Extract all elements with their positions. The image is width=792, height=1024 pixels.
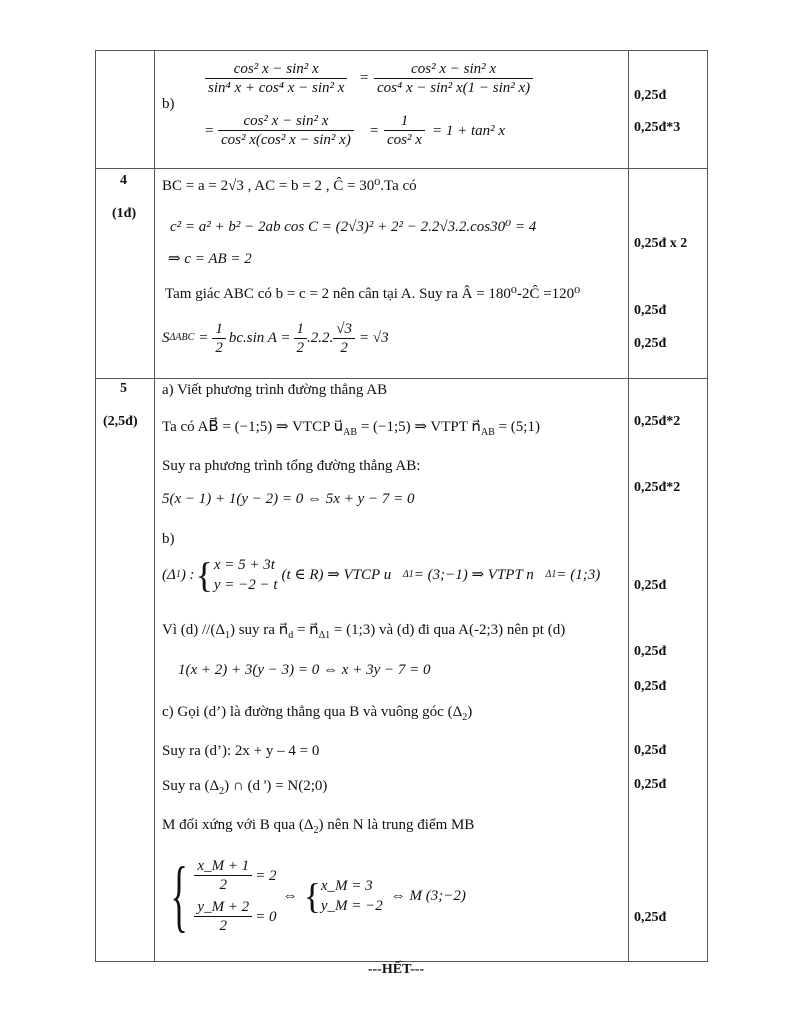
intersection-n: Suy ra $(\Delta_2)$ ∩ (d ') = N(2;0) (162, 778, 328, 797)
side-c-result: ⇒ c = AB = 2 (168, 251, 252, 267)
frac-numerator: 1 (212, 320, 226, 339)
row-divider (96, 378, 707, 379)
frac-denominator: sin⁴ x + cos⁴ x − sin² x (208, 80, 345, 96)
left-brace: { (303, 876, 321, 916)
isosceles-text: Tam giác ABC có b = c = 2 nên cân tại A. Suy ra Â = 180⁰-2Ĉ =120⁰ (165, 286, 581, 302)
frac-denominator: 2 (340, 339, 348, 356)
frac-numerator: 1 (294, 320, 308, 339)
score: 0,25đ (634, 336, 667, 351)
equals-sign: = (205, 123, 214, 139)
line-d-equation: 1(x + 2) + 3(y − 3) = 0 ⇔ x + 3y − 7 = 0 (178, 662, 431, 678)
row-divider (96, 168, 707, 169)
part-c-title: c) Gọi (d’) là đường thẳng qua B và vuông góc $(\Delta_2)$ (162, 704, 473, 723)
question-points: (1đ) (112, 206, 137, 221)
result-tan: = 1 + tan² x (432, 123, 506, 139)
frac-denominator: 2 (296, 339, 305, 356)
part-b-label: b) (162, 531, 175, 547)
question-number: 4 (120, 173, 127, 188)
frac-numerator: √3 (333, 320, 355, 339)
midpoint-system: { $\frac{x\_M + 1}{2}$ = 2 $\frac{y\_M + 2}{2}$ = 0 ⇔ { x_M = 3 y_M = −2 ⇔ M (3;−2) (170, 852, 466, 940)
symmetry-statement: M đối xứng với B qua $(\Delta_2)$ nên N là trung điểm MB (162, 817, 475, 836)
score: 0,25đ*3 (634, 120, 681, 135)
frac-numerator: x_M + 1 (194, 857, 252, 876)
left-brace: { (195, 555, 213, 595)
frac-numerator: y_M + 2 (194, 898, 252, 917)
document-end-marker: ---HẾT--- (367, 962, 425, 977)
score: 0,25đ*2 (634, 414, 681, 429)
delta1-system: (Δ 1 ) : { x = 5 + 3t y = −2 − t (t ∈ R) ⇒ VTCP u⃗ Δ1 = (3;−1) ⇒ VTPT n⃗ Δ1 = (1;3) (162, 555, 601, 595)
left-brace: { (170, 852, 188, 940)
area-subscript: ΔABC (169, 332, 195, 343)
area-symbol: S (162, 330, 170, 346)
frac-denominator: 2 (219, 918, 228, 934)
score: 0,25đ (634, 910, 667, 925)
score: 0,25đ (634, 578, 667, 593)
cosine-law: c² = a² + b² − 2ab cos C = (2√3)² + 2² − 2.2√3.2.cos30⁰ = 4 (170, 219, 537, 235)
score: 0,25đ (634, 679, 667, 694)
frac-denominator: 2 (219, 877, 228, 893)
area-formula (162, 318, 389, 358)
equation-intro: Suy ra phương trình tổng đường thẳng AB: (162, 458, 421, 474)
frac-numerator: cos² x − sin² x (374, 60, 533, 79)
score: 0,25đ (634, 88, 667, 103)
frac-numerator: 1 (384, 112, 425, 131)
equals-sign: = (370, 123, 379, 139)
frac-numerator: cos² x − sin² x (205, 60, 347, 79)
frac-denominator: cos⁴ x − sin² x(1 − sin² x) (377, 80, 531, 96)
score: 0,25đ (634, 777, 667, 792)
given-data: BC = a = 2√3 , AC = b = 2 , Ĉ = 30⁰.Ta có (162, 178, 417, 194)
score: 0,25đ*2 (634, 480, 681, 495)
question-number: 5 (120, 381, 127, 396)
area-middle-2: .2.2. (307, 330, 334, 346)
score: 0,25đ (634, 644, 667, 659)
score: 0,25đ x 2 (634, 236, 688, 251)
part-a-title: a) Viết phương trình đường thẳng AB (162, 382, 388, 398)
area-middle: bc.sin A = (228, 330, 291, 346)
score: 0,25đ (634, 303, 667, 318)
column-divider (628, 51, 629, 961)
equals-sign: = (360, 70, 369, 86)
frac-denominator: cos² x(cos² x − sin² x) (221, 132, 351, 148)
area-result: = √3 (359, 330, 389, 346)
frac-denominator: cos² x (387, 132, 422, 148)
parallel-statement: Vì (d) $//(\Delta_1)$ suy ra $n⃗_d$ = $n⃗_{\Delta 1}$ = (1;3) và (d) đi qua A(-2;3) nên pt (d) (162, 622, 566, 641)
frac-numerator: cos² x − sin² x (218, 112, 354, 131)
part-b-label: b) (162, 96, 175, 112)
question-points: (2,5đ) (103, 414, 138, 429)
column-divider (154, 51, 155, 961)
equals-sign: = (198, 330, 209, 346)
frac-line2-second (384, 112, 425, 149)
frac-denominator: 2 (215, 339, 223, 356)
vector-ab: Ta có AB⃗ = (−1;5) ⇒ VTCP $u⃗_{AB}$ = (−1;5) ⇒ VTPT $n⃗_{AB}$ = (5;1) (162, 419, 540, 438)
frac-line1-rhs (374, 60, 533, 97)
point-m-result: ⇔ M (3;−2) (390, 888, 466, 904)
line-d-prime: Suy ra (d’): 2x + y – 4 = 0 (162, 743, 320, 759)
frac-line1-lhs (205, 60, 347, 97)
line-ab-equation: 5(x − 1) + 1(y − 2) = 0 ⇔ 5x + y − 7 = 0 (162, 491, 415, 507)
frac-line2-first (218, 112, 354, 149)
score: 0,25đ (634, 743, 667, 758)
